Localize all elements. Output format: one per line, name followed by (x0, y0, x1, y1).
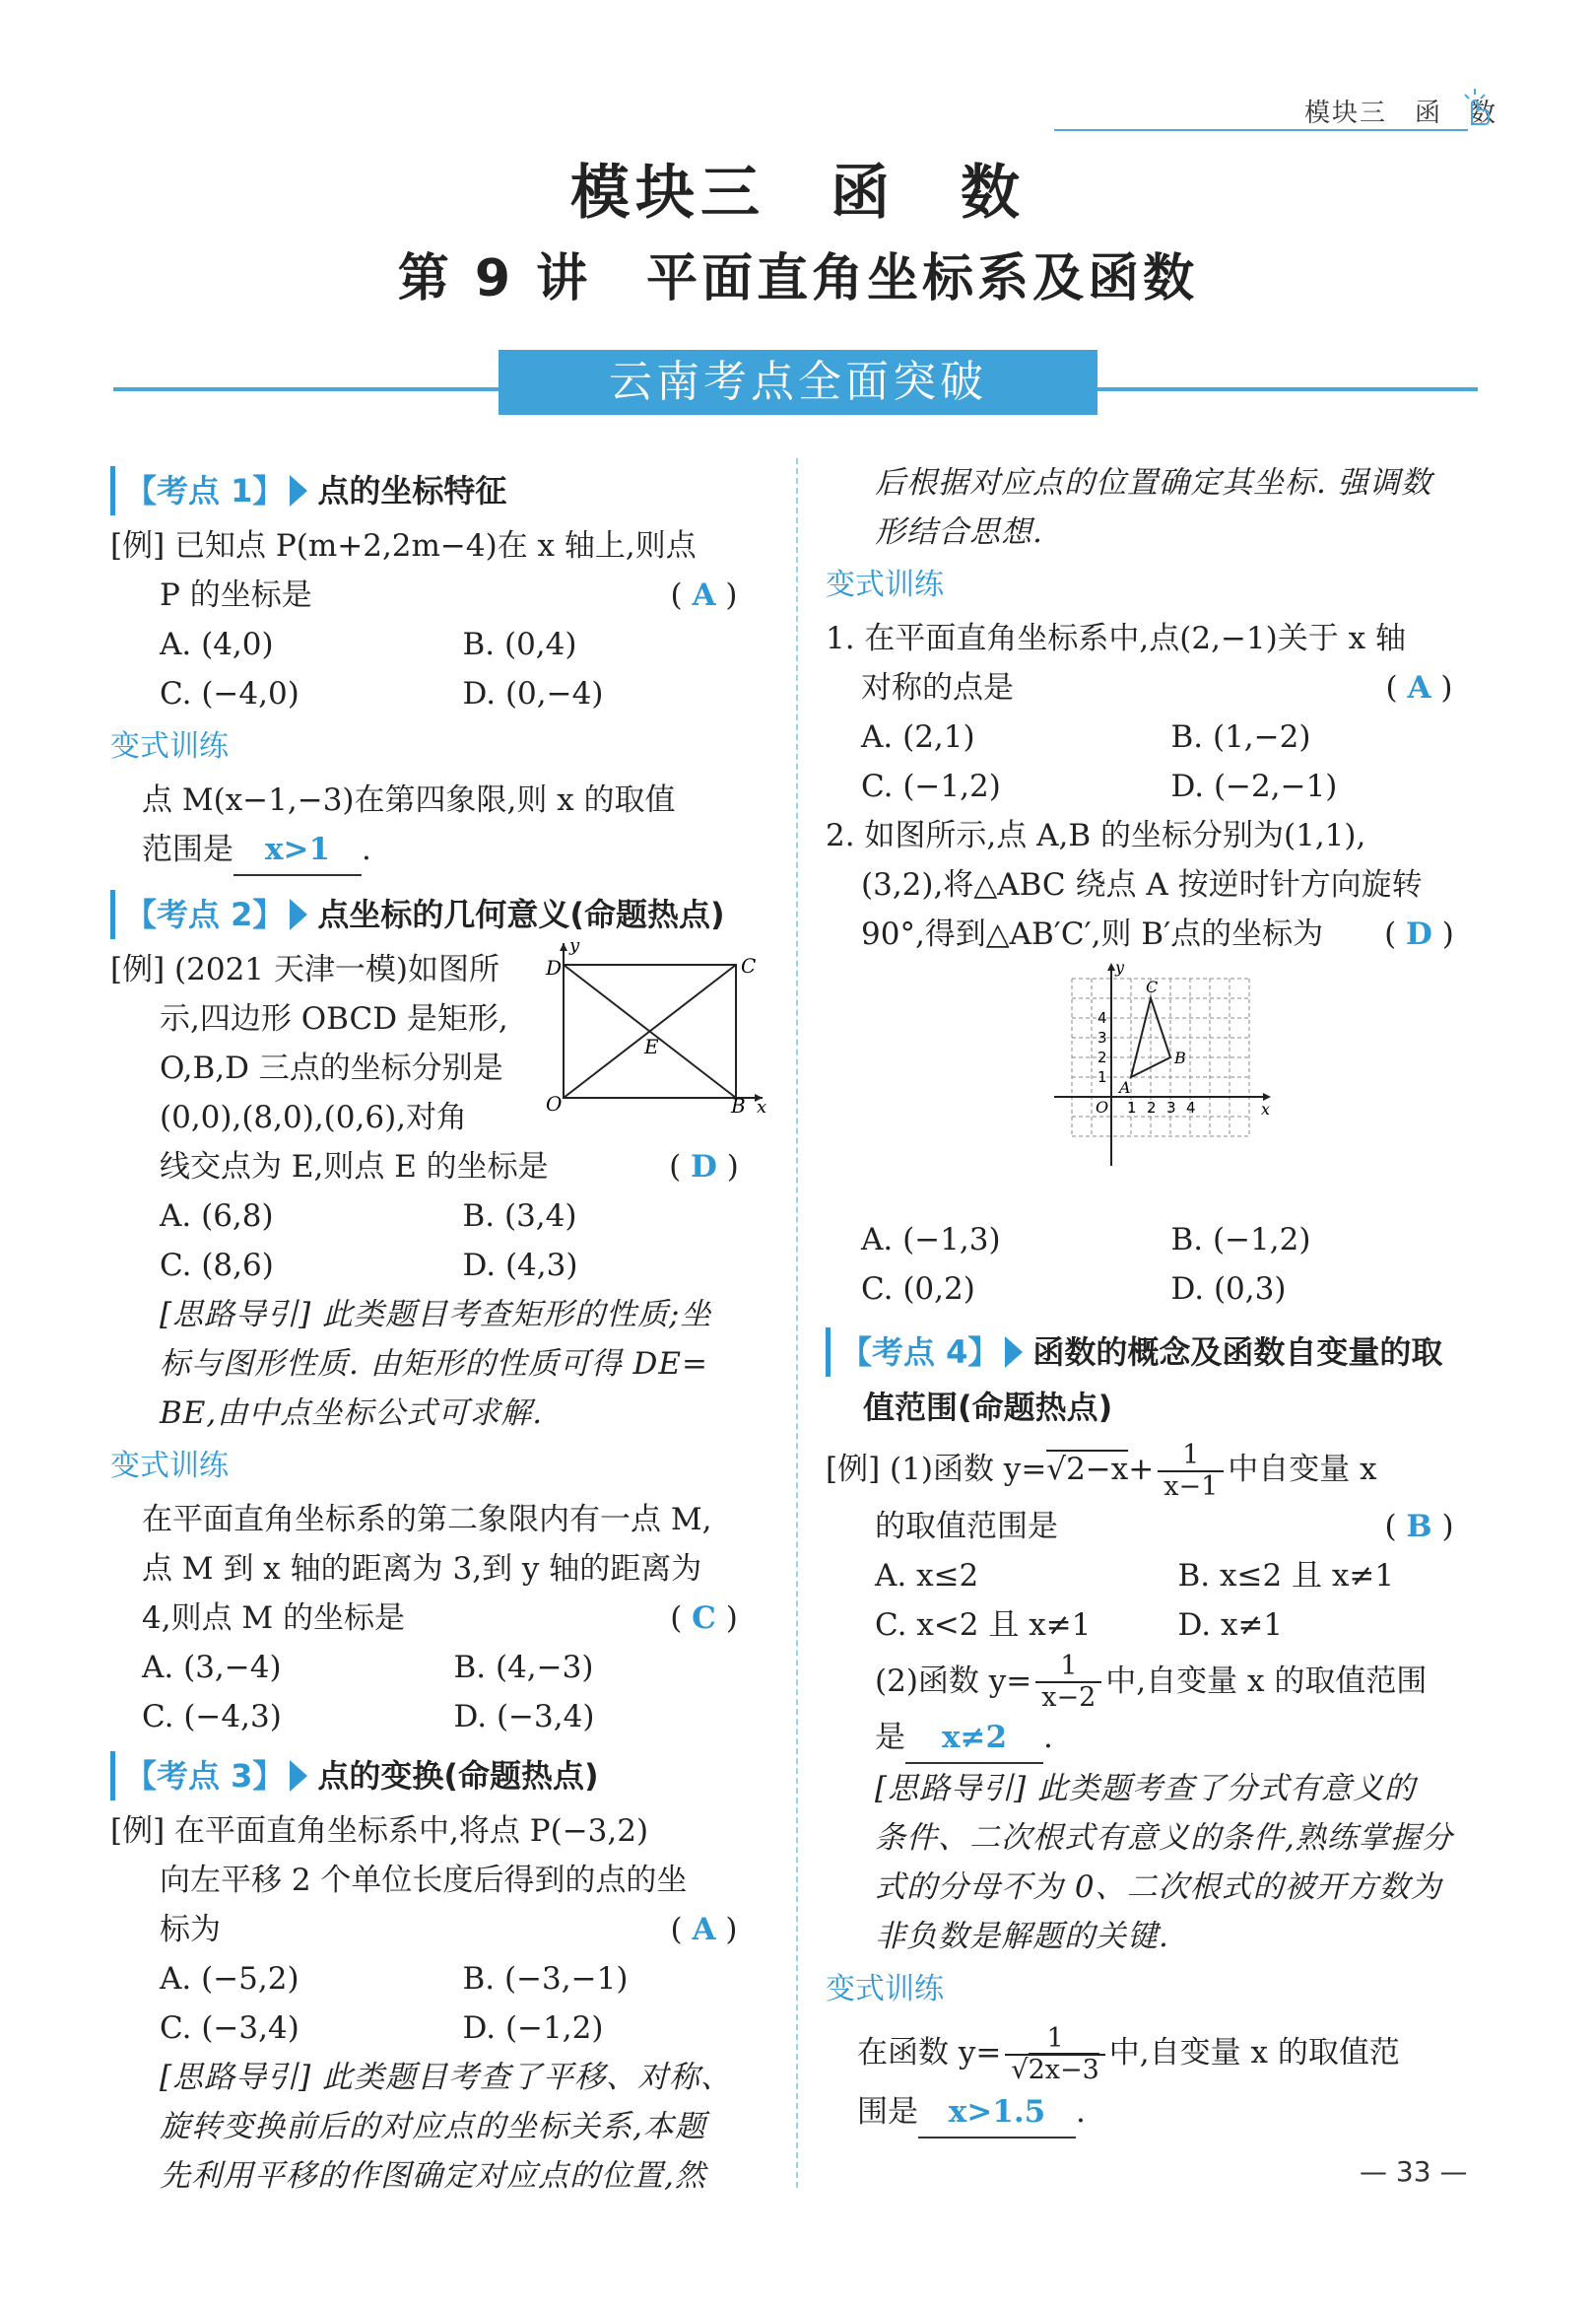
example-line: 标为 (160, 1912, 221, 1947)
label-C: C (1146, 978, 1159, 996)
answer-paren: ( D ) (669, 1149, 739, 1185)
example-line: P 的坐标是 (160, 577, 312, 613)
option: D. (−2,−1) (1170, 769, 1338, 804)
options-row (826, 762, 1481, 811)
answer: A (1407, 670, 1431, 706)
practice-formula-line (826, 2018, 1481, 2087)
tip-line: [思路导引] 此类题目考查了平移、对称、 (160, 2060, 733, 2095)
option: D. (0,−4) (462, 676, 604, 712)
example-line: 线交点为 E,则点 E 的坐标是 (160, 1149, 549, 1185)
label-x: x (1261, 1100, 1271, 1119)
answer-blank: x>1.5 (918, 2087, 1076, 2138)
tick-y-1: 1 (1097, 1068, 1107, 1086)
example-text: [例] (1)函数 y= (826, 1452, 1047, 1487)
label-O: O (546, 1092, 563, 1113)
arrow-icon (290, 1760, 307, 1792)
grid-figure (1052, 959, 1279, 1186)
option: B. (−1,2) (1170, 1222, 1311, 1257)
label-O: O (1096, 1098, 1109, 1117)
kaodian-badge: 【考点 1】 (110, 466, 284, 515)
label-E: E (644, 1035, 659, 1058)
option: C. (−1,2) (861, 769, 1001, 804)
page-number: — 33 — (1360, 2155, 1468, 2188)
tip-line: 式的分母不为 0、二次根式的被开方数为 (875, 1869, 1442, 1905)
answer-paren: ( A ) (670, 577, 738, 613)
options-row (110, 620, 765, 669)
example-line: (0,0),(8,0),(0,6),对角 (160, 1100, 468, 1135)
answer-paren: ( C ) (670, 1600, 738, 1636)
example-line: 示,四边形 OBCD 是矩形, (160, 1001, 508, 1037)
column-divider (796, 458, 798, 2188)
right-column: 后根据对应点的位置确定其坐标. 强调数 形结合思想. 变式训练 1. 在平面直角坐标系中,点(2,−1)关于 x 轴 对称的点是 ( A ) A. (2,1) B. (1,−2) C. (−1,2) D. (−2,−1) 2. 如图所示,点 A,B 的坐标分别为(1,1), (3,2),将△ABC 绕点 A 按逆时针方向旋转 90°,得到△AB′C′,则 B′点的坐标为 ( D ) y x C B A O 1 2 3 4 1 2 3 4 A. (−1,3) B. (−1,2) C. (0,2) D. (0,3) 【考点 4】 函数的概念及函数自变量的取 值范围(命题热点) [例] (1)函数 y=√2−x+ $\frac{1}{x-1}$ 中自变量 x 的取值范围是 ( B ) A. x≤2 B. x≤2 且 x≠1 C. x<2 且 x≠1 D. x≠1 (2)函数 y= $\frac{1}{x-2}$ 中,自变量 x 的取值范围 是 x≠2 . [思路导引] 此类题考查了分式有意义的 条件、二次根式有意义的条件,熟练掌握分 式的分母不为 0、二次根式的被开方数为 非负数是解题的关键. 变式训练 在函数 y= $\frac{1}{√2x-3}$ 中,自变量 x 的取值范 围是 x>1.5 . (826, 458, 1481, 2138)
option: A. (2,1) (861, 719, 975, 755)
header-rule (1054, 129, 1468, 131)
option: A. (−1,3) (861, 1222, 1001, 1257)
options-row (110, 1241, 765, 1290)
answer: A (692, 1912, 716, 1947)
kaodian-1-heading (110, 466, 765, 515)
tick-y-2: 2 (1097, 1049, 1107, 1066)
fraction (1005, 2024, 1104, 2085)
tick-x-4: 4 (1186, 1099, 1196, 1117)
tick-y-3: 3 (1097, 1029, 1107, 1047)
label-y: y (569, 935, 580, 956)
label-A: A (1119, 1078, 1131, 1097)
options-row (826, 1551, 1481, 1600)
example-text: 中自变量 x (1228, 1452, 1377, 1487)
answer-paren: ( D ) (1384, 916, 1454, 952)
options-row (826, 1600, 1481, 1650)
example-formula-line (826, 1650, 1481, 1714)
tip-line: 后根据对应点的位置确定其坐标. 强调数 (875, 465, 1432, 501)
radicand: 2−x (1066, 1452, 1129, 1487)
example-line: [例] 在平面直角坐标系中,将点 P(−3,2) (110, 1813, 649, 1849)
example-line: O,B,D 三点的坐标分别是 (160, 1051, 503, 1086)
option: A. (4,0) (160, 627, 274, 662)
example-formula-line (826, 1438, 1481, 1502)
plus-sign: + (1128, 1452, 1155, 1487)
option: B. (−3,−1) (462, 1961, 629, 1997)
denominator: x−2 (1041, 1682, 1097, 1713)
practice-line: 4,则点 M 的坐标是 (142, 1600, 406, 1636)
question-line: 对称的点是 (861, 670, 1014, 706)
kaodian-title: 点的变换(命题热点) (317, 1757, 599, 1795)
option: A. (6,8) (160, 1198, 274, 1234)
option: C. (−4,3) (142, 1699, 282, 1734)
tip-line: 形结合思想. (875, 514, 1043, 550)
sqrt-radicand: √2−x (1046, 1452, 1129, 1487)
practice-label: 变式训练 (110, 729, 229, 764)
kaodian-title: 点的坐标特征 (317, 472, 507, 509)
options-row (110, 669, 765, 718)
numerator: 1 (1035, 1652, 1101, 1683)
answer-blank: x>1 (233, 825, 362, 876)
option: A. x≤2 (875, 1557, 979, 1594)
tip-line: 非负数是解题的关键. (875, 1919, 1169, 1954)
kaodian-3-heading (110, 1751, 765, 1800)
tip-line: 先利用平移的作图确定对应点的位置,然 (160, 2158, 706, 2194)
label-y: y (1115, 959, 1125, 977)
option: C. (8,6) (160, 1248, 274, 1283)
label-D: D (546, 956, 563, 980)
answer-paren: ( A ) (670, 1912, 738, 1947)
option: B. (1,−2) (1170, 719, 1311, 755)
options-row (826, 1264, 1481, 1314)
kaodian-4-heading (826, 1327, 1481, 1377)
option: B. (0,4) (462, 627, 577, 662)
practice-line: 在平面直角坐标系的第二象限内有一点 M, (142, 1502, 712, 1537)
numerator: 1 (1005, 2024, 1104, 2056)
kaodian-title: 点坐标的几何意义(命题热点) (317, 896, 725, 933)
example-line: 是 (875, 1720, 905, 1755)
question-line: 1. 在平面直角坐标系中,点(2,−1)关于 x 轴 (826, 621, 1406, 656)
tick-x-2: 2 (1147, 1099, 1157, 1117)
answer: C (692, 1600, 716, 1636)
option: A. (−5,2) (160, 1961, 299, 1997)
answer: D (1406, 916, 1432, 952)
section-banner: 云南考点全面突破 (499, 350, 1097, 415)
pointing-hand-icon (1460, 87, 1494, 126)
page-number-value: 33 (1395, 2155, 1431, 2188)
option: C. x<2 且 x≠1 (875, 1606, 1092, 1643)
example-with-figure (110, 935, 767, 1191)
label-B: B (731, 1094, 746, 1113)
numerator: 1 (1158, 1441, 1224, 1472)
question-line: (3,2),将△ABC 绕点 A 按逆时针方向旋转 (861, 867, 1423, 903)
answer-blank: x≠2 (905, 1713, 1043, 1764)
kaodian-badge: 【考点 3】 (110, 1751, 284, 1800)
tip-line: BE,由中点坐标公式可求解. (160, 1395, 544, 1431)
option: A. (3,−4) (142, 1650, 282, 1685)
denominator: √2x−3 (1011, 2054, 1099, 2085)
label-C: C (741, 954, 757, 978)
fraction (1035, 1652, 1101, 1713)
option: D. (4,3) (462, 1248, 578, 1283)
options-row (110, 1643, 765, 1692)
radicand: 2x−3 (1028, 2054, 1099, 2085)
left-column: 【考点 1】 点的坐标特征 [例] 已知点 P(m+2,2m−4)在 x 轴上,则点 P 的坐标是 ( A ) A. (4,0) B. (0,4) C. (−4,0) D. (0,−4) 变式训练 点 M(x−1,−3)在第四象限,则 x 的取值 范围是 x>1 . 【考点 2】 点坐标的几何意义(命题热点) D C E O B x y [例] (2021 天津一模)如图所 示,四边形 OBCD 是矩形, O,B,D 三点的坐标分别是 (0,0),(8,0),(0,6),对角 线交点为 E,则点 E 的坐标是 ( D ) A. (6,8) B. (3,4) C. (8,6) D. (4,3) [思路导引] 此类题目考查矩形的性质;坐 标与图形性质. 由矩形的性质可得 DE= BE,由中点坐标公式可求解. 变式训练 在平面直角坐标系的第二象限内有一点 M, 点 M 到 x 轴的距离为 3,到 y 轴的距离为 4,则点 M 的坐标是 ( C ) A. (3,−4) B. (4,−3) C. (−4,3) D. (−3,4) 【考点 3】 点的变换(命题热点) [例] 在平面直角坐标系中,将点 P(−3,2) 向左平移 2 个单位长度后得到的点的坐 标为 ( A ) A. (−5,2) B. (−3,−1) C. (−3,4) D. (−1,2) [思路导引] 此类题目考查了平移、对称、 旋转变换前后的对应点的坐标关系,本题 先利用平移的作图确定对应点的位置,然 (110, 458, 765, 2201)
lesson-title: 第 9 讲 平面直角坐标系及函数 (397, 249, 1199, 308)
denominator: x−1 (1164, 1470, 1219, 1502)
option: C. (−3,4) (160, 2010, 299, 2046)
kaodian-badge: 【考点 4】 (826, 1327, 999, 1377)
options-row (110, 1191, 765, 1241)
answer-paren: ( A ) (1385, 670, 1453, 706)
tick-x-1: 1 (1127, 1099, 1137, 1117)
options-row (826, 1215, 1481, 1264)
practice-line: 范围是 (142, 832, 233, 867)
example-text: 中,自变量 x 的取值范围 (1105, 1663, 1428, 1699)
example-line: 向左平移 2 个单位长度后得到的点的坐 (160, 1863, 688, 1898)
example-line: 的取值范围是 (875, 1508, 1058, 1544)
question-line: 2. 如图所示,点 A,B 的坐标分别为(1,1), (826, 818, 1366, 853)
tip-line: 旋转变换前后的对应点的坐标关系,本题 (160, 2109, 706, 2144)
running-header: 模块三 函 数 (1303, 99, 1497, 128)
module-title: 模块三 函 数 (570, 159, 1026, 228)
practice-line: 围是 (857, 2094, 918, 2130)
practice-text: 在函数 y= (857, 2035, 1002, 2070)
options-row (826, 713, 1481, 762)
label-x: x (757, 1097, 767, 1113)
arrow-icon (1005, 1336, 1023, 1368)
arrow-icon (290, 899, 307, 930)
practice-text: 中,自变量 x 的取值范 (1108, 2035, 1400, 2070)
label-B: B (1174, 1049, 1186, 1067)
options-row (110, 1692, 765, 1741)
question-line: 90°,得到△AB′C′,则 B′点的坐标为 (861, 916, 1324, 952)
option: B. (4,−3) (453, 1650, 594, 1685)
tip-line: [思路导引] 此类题考查了分式有意义的 (875, 1771, 1417, 1806)
practice-line: 点 M 到 x 轴的距离为 3,到 y 轴的距离为 (142, 1551, 702, 1587)
tick-y-4: 4 (1097, 1009, 1107, 1027)
example-line: [例] 已知点 P(m+2,2m−4)在 x 轴上,则点 (110, 528, 697, 564)
practice-label: 变式训练 (110, 1449, 229, 1483)
practice-label: 变式训练 (826, 1972, 944, 2006)
tick-x-3: 3 (1166, 1099, 1176, 1117)
kaodian-title-cont: 值范围(命题热点) (863, 1389, 1113, 1426)
answer: D (691, 1149, 717, 1185)
kaodian-badge: 【考点 2】 (110, 890, 284, 939)
tip-line: [思路导引] 此类题目考查矩形的性质;坐 (160, 1297, 712, 1332)
tip-line: 标与图形性质. 由矩形的性质可得 DE= (160, 1346, 709, 1382)
option: D. (−1,2) (462, 2010, 604, 2046)
option: D. (−3,4) (453, 1699, 595, 1734)
answer: B (1406, 1508, 1432, 1544)
options-row (110, 1954, 765, 2003)
practice-label: 变式训练 (826, 568, 944, 602)
rectangle-figure (534, 935, 770, 1113)
option: C. (0,2) (861, 1271, 975, 1307)
option: D. x≠1 (1177, 1606, 1284, 1643)
option: D. (0,3) (1170, 1271, 1287, 1307)
option: B. (3,4) (462, 1198, 577, 1234)
tip-line: 条件、二次根式有意义的条件,熟练掌握分 (875, 1820, 1453, 1856)
example-text: (2)函数 y= (875, 1663, 1032, 1699)
practice-line: 点 M(x−1,−3)在第四象限,则 x 的取值 (142, 782, 676, 818)
options-row (110, 2003, 765, 2053)
kaodian-2-heading (110, 890, 765, 939)
answer-paren: ( B ) (1384, 1508, 1454, 1544)
fraction (1158, 1441, 1224, 1502)
option: B. x≤2 且 x≠1 (1177, 1557, 1395, 1594)
arrow-icon (290, 475, 307, 507)
kaodian-title: 函数的概念及函数自变量的取 (1032, 1333, 1443, 1371)
example-line: [例] (2021 天津一模)如图所 (110, 952, 499, 987)
grid-figure-wrap (826, 959, 1481, 1215)
option: C. (−4,0) (160, 676, 299, 712)
answer: A (692, 577, 716, 613)
